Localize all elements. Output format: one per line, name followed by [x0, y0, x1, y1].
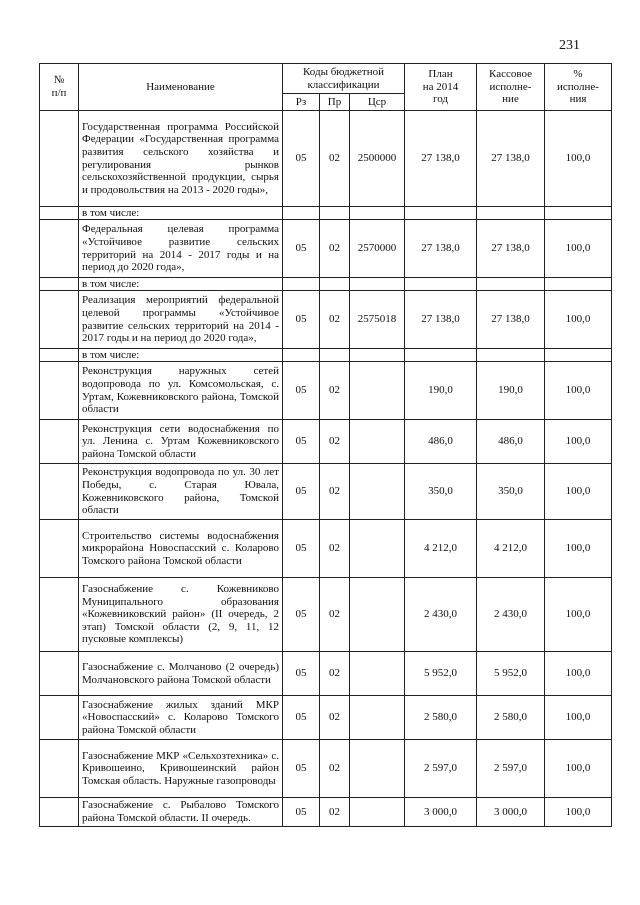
pr-cell: 02 [320, 520, 350, 578]
cash-cell [477, 349, 545, 362]
percent-cell: 100,0 [545, 291, 612, 349]
header-num: № п/п [40, 64, 79, 111]
table-row [40, 696, 612, 740]
num-cell [40, 652, 79, 696]
plan-cell: 5 952,0 [405, 652, 477, 696]
num-cell [40, 207, 79, 220]
rz-cell: 05 [283, 652, 320, 696]
row-name: Газоснабжение МКР «Сельхозтехника» с. Кривошеино, Кривошеинский район Томская область. Наружные газопроводы [79, 740, 283, 798]
num-cell [40, 740, 79, 798]
table-body [40, 111, 612, 827]
table-row [40, 520, 612, 578]
row-name: Федеральная целевая программа «Устойчивое развитие сельских территорий на 2014 - 2017 годы и на период до 2020 года», [79, 220, 283, 278]
cash-cell: 27 138,0 [477, 291, 545, 349]
header-percent: % исполне- ния [545, 64, 612, 111]
percent-cell [545, 349, 612, 362]
table-row [40, 291, 612, 349]
percent-cell: 100,0 [545, 696, 612, 740]
row-name: Реконструкция наружных сетей водопровода по ул. Комсомольская, с. Уртам, Кожевниковского района, Томской области [79, 362, 283, 420]
cash-cell: 27 138,0 [477, 220, 545, 278]
plan-cell: 3 000,0 [405, 798, 477, 827]
csr-cell [350, 696, 405, 740]
rz-cell: 05 [283, 578, 320, 652]
num-cell [40, 362, 79, 420]
row-name: Газоснабжение с. Кожевниково Муниципального образования «Кожевниковский район» (II очередь, 2 этап) Томской области (2, 9, 11, 12 пусковые комплексы) [79, 578, 283, 652]
cash-cell: 190,0 [477, 362, 545, 420]
num-cell [40, 696, 79, 740]
table-row [40, 578, 612, 652]
pr-cell: 02 [320, 362, 350, 420]
num-cell [40, 520, 79, 578]
rz-cell: 05 [283, 696, 320, 740]
rz-cell: 05 [283, 798, 320, 827]
header-cash: Кассовое исполне- ние [477, 64, 545, 111]
pr-cell: 02 [320, 578, 350, 652]
percent-cell: 100,0 [545, 652, 612, 696]
pr-cell [320, 349, 350, 362]
percent-cell: 100,0 [545, 578, 612, 652]
csr-cell [350, 740, 405, 798]
rz-cell: 05 [283, 111, 320, 207]
csr-cell [350, 362, 405, 420]
percent-cell: 100,0 [545, 740, 612, 798]
cash-cell: 486,0 [477, 420, 545, 464]
csr-cell [350, 464, 405, 520]
plan-cell: 2 597,0 [405, 740, 477, 798]
header-csr: Цср [350, 94, 405, 111]
plan-cell [405, 349, 477, 362]
pr-cell: 02 [320, 464, 350, 520]
table-row [40, 111, 612, 207]
subtotal-label-row [40, 349, 612, 362]
subtotal-label-row [40, 207, 612, 220]
rz-cell: 05 [283, 420, 320, 464]
csr-cell: 2575018 [350, 291, 405, 349]
num-cell [40, 578, 79, 652]
header-codes: Коды бюджетной классификации [283, 64, 405, 94]
percent-cell: 100,0 [545, 362, 612, 420]
csr-cell [350, 278, 405, 291]
percent-cell [545, 278, 612, 291]
header-pr: Пр [320, 94, 350, 111]
csr-cell [350, 349, 405, 362]
plan-cell: 27 138,0 [405, 291, 477, 349]
rz-cell [283, 278, 320, 291]
pr-cell: 02 [320, 220, 350, 278]
plan-cell: 190,0 [405, 362, 477, 420]
table-row [40, 798, 612, 827]
table-row [40, 362, 612, 420]
csr-cell [350, 207, 405, 220]
cash-cell: 4 212,0 [477, 520, 545, 578]
plan-cell: 2 580,0 [405, 696, 477, 740]
row-name: Газоснабжение с. Молчаново (2 очередь) Молчановского района Томской области [79, 652, 283, 696]
percent-cell [545, 207, 612, 220]
plan-cell: 4 212,0 [405, 520, 477, 578]
row-name: Газоснабжение жилых зданий МКР «Новоспасский» с. Коларово Томского района Томской области [79, 696, 283, 740]
num-cell [40, 111, 79, 207]
rz-cell: 05 [283, 740, 320, 798]
plan-cell [405, 278, 477, 291]
cash-cell: 2 580,0 [477, 696, 545, 740]
csr-cell: 2570000 [350, 220, 405, 278]
num-cell [40, 798, 79, 827]
cash-cell [477, 278, 545, 291]
rz-cell [283, 349, 320, 362]
csr-cell [350, 520, 405, 578]
table-row [40, 740, 612, 798]
budget-table [39, 63, 612, 827]
csr-cell [350, 578, 405, 652]
row-name: Государственная программа Российской Федерации «Государственная программа развития сельского хозяйства и регулирования рынков сельскохозяйственной продукции, сырья и продовольствия на 2013 - 2020 годы», [79, 111, 283, 207]
pr-cell: 02 [320, 111, 350, 207]
rz-cell: 05 [283, 464, 320, 520]
percent-cell: 100,0 [545, 220, 612, 278]
num-cell [40, 420, 79, 464]
table-row [40, 464, 612, 520]
pr-cell [320, 207, 350, 220]
percent-cell: 100,0 [545, 798, 612, 827]
plan-cell: 2 430,0 [405, 578, 477, 652]
row-name: в том числе: [79, 349, 283, 362]
num-cell [40, 291, 79, 349]
row-name: в том числе: [79, 278, 283, 291]
num-cell [40, 278, 79, 291]
plan-cell: 27 138,0 [405, 111, 477, 207]
percent-cell: 100,0 [545, 420, 612, 464]
rz-cell [283, 207, 320, 220]
plan-cell: 27 138,0 [405, 220, 477, 278]
header-plan: План на 2014 год [405, 64, 477, 111]
pr-cell: 02 [320, 798, 350, 827]
cash-cell: 2 597,0 [477, 740, 545, 798]
plan-cell [405, 207, 477, 220]
row-name: Реконструкция сети водоснабжения по ул. Ленина с. Уртам Кожевниковского района Томской области [79, 420, 283, 464]
cash-cell: 3 000,0 [477, 798, 545, 827]
pr-cell: 02 [320, 652, 350, 696]
row-name: Реконструкция водопровода по ул. 30 лет Победы, с. Старая Ювала, Кожевниковского района, Томской области [79, 464, 283, 520]
num-cell [40, 464, 79, 520]
page-number: 231 [559, 38, 580, 53]
cash-cell: 350,0 [477, 464, 545, 520]
percent-cell: 100,0 [545, 464, 612, 520]
table-row [40, 652, 612, 696]
cash-cell: 27 138,0 [477, 111, 545, 207]
pr-cell [320, 278, 350, 291]
row-name: Газоснабжение с. Рыбалово Томского района Томской области. II очередь. [79, 798, 283, 827]
num-cell [40, 349, 79, 362]
csr-cell [350, 798, 405, 827]
pr-cell: 02 [320, 291, 350, 349]
percent-cell: 100,0 [545, 111, 612, 207]
pr-cell: 02 [320, 696, 350, 740]
rz-cell: 05 [283, 520, 320, 578]
pr-cell: 02 [320, 420, 350, 464]
cash-cell: 2 430,0 [477, 578, 545, 652]
cash-cell: 5 952,0 [477, 652, 545, 696]
percent-cell: 100,0 [545, 520, 612, 578]
plan-cell: 350,0 [405, 464, 477, 520]
rz-cell: 05 [283, 362, 320, 420]
plan-cell: 486,0 [405, 420, 477, 464]
header-name: Наименование [79, 64, 283, 111]
csr-cell [350, 420, 405, 464]
header-rz: Рз [283, 94, 320, 111]
rz-cell: 05 [283, 291, 320, 349]
subtotal-label-row [40, 278, 612, 291]
row-name: Строительство системы водоснабжения микрорайона Новоспасский с. Коларово Томского района Томской области [79, 520, 283, 578]
table-row [40, 420, 612, 464]
cash-cell [477, 207, 545, 220]
table-row [40, 220, 612, 278]
pr-cell: 02 [320, 740, 350, 798]
row-name: в том числе: [79, 207, 283, 220]
csr-cell [350, 652, 405, 696]
num-cell [40, 220, 79, 278]
row-name: Реализация мероприятий федеральной целевой программы «Устойчивое развитие сельских территорий на 2014 - 2017 годы и на период до 2020 года», [79, 291, 283, 349]
rz-cell: 05 [283, 220, 320, 278]
csr-cell: 2500000 [350, 111, 405, 207]
